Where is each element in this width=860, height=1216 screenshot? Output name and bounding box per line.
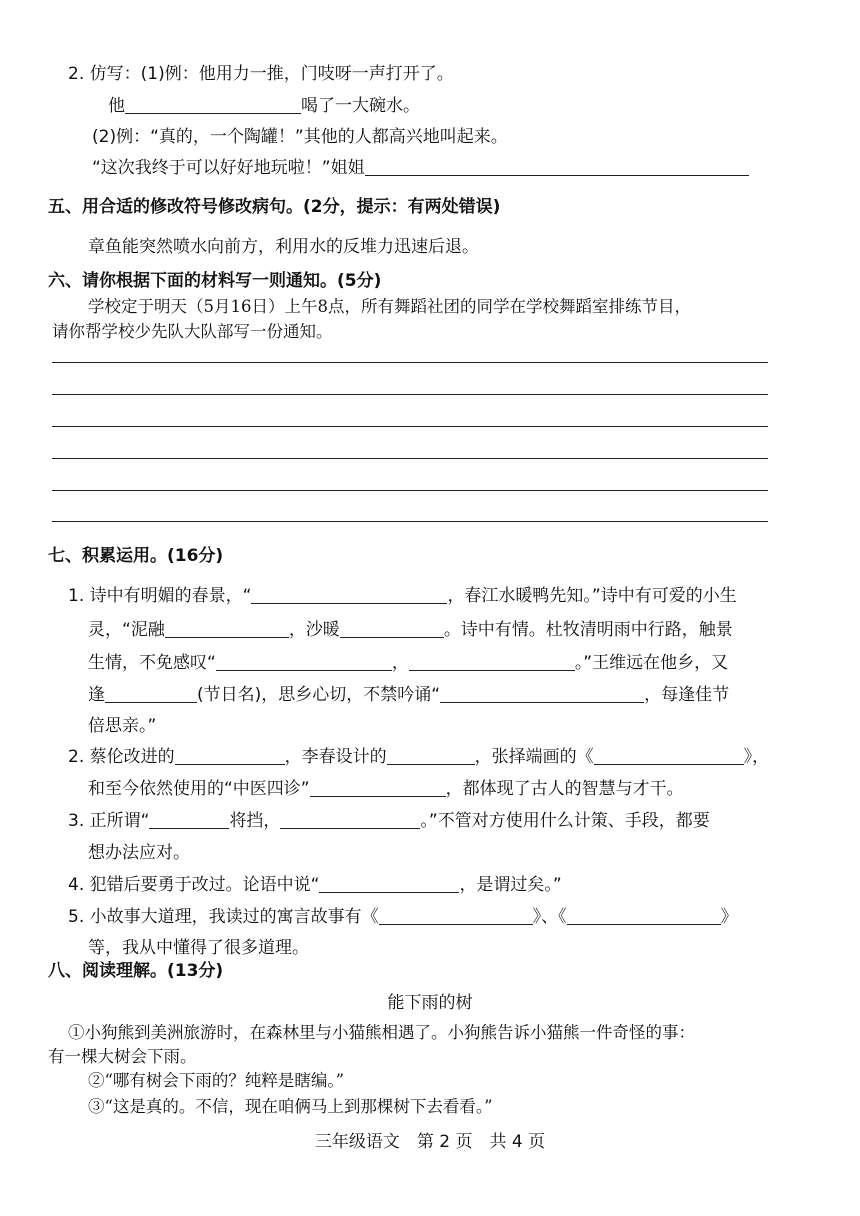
writing-line[interactable] xyxy=(52,458,768,459)
text: 3. 正所谓“ xyxy=(68,811,150,831)
story-title: 能下雨的树 xyxy=(387,993,473,1013)
page-footer: 三年级语文 第 2 页 共 4 页 xyxy=(314,1132,546,1152)
q7-title: 七、积累运用。(16分) xyxy=(48,546,224,566)
text: 将挡， xyxy=(229,811,281,831)
text: 4. 犯错后要勇于改过。论语中说“ xyxy=(68,875,320,895)
writing-line[interactable] xyxy=(52,490,768,491)
q7-item3-line2: 想办法应对。 xyxy=(88,843,190,863)
q4-item2-b: (2)例：“真的，一个陶罐！”其他的人都高兴地叫起来。 xyxy=(92,127,508,147)
text: 2. 蔡伦改进的 xyxy=(68,747,175,767)
q7-item2-line2 xyxy=(88,778,684,800)
answer-blank[interactable] xyxy=(251,585,447,604)
text: 逢 xyxy=(88,685,105,705)
writing-line[interactable] xyxy=(52,521,768,522)
q7-item5-line2: 等，我从中懂得了很多道理。 xyxy=(88,938,309,958)
answer-blank[interactable] xyxy=(594,746,744,765)
text: 生情，不免感叹“ xyxy=(88,653,216,673)
story-paragraph-2: ②“哪有树会下雨的？纯粹是瞎编。” xyxy=(88,1071,345,1090)
answer-blank[interactable] xyxy=(340,619,444,638)
story-paragraph-1-line2: 有一棵大树会下雨。 xyxy=(48,1047,197,1066)
q4-item2-a-pre: 他 xyxy=(108,96,125,116)
q7-item4 xyxy=(68,874,562,896)
answer-blank[interactable] xyxy=(175,746,285,765)
text: 和至今依然使用的“中医四诊” xyxy=(88,779,310,799)
q7-item2-line1 xyxy=(68,746,769,768)
q7-item1-line4 xyxy=(88,684,729,706)
q5-title: 五、用合适的修改符号修改病句。(2分，提示：有两处错误) xyxy=(48,197,501,217)
answer-blank[interactable] xyxy=(310,778,446,797)
q6-title: 六、请你根据下面的材料写一则通知。(5分) xyxy=(48,271,382,291)
writing-line[interactable] xyxy=(52,394,768,395)
answer-blank[interactable] xyxy=(319,874,459,893)
answer-blank[interactable] xyxy=(105,684,197,703)
text: 》、《 xyxy=(532,907,567,927)
q7-item3-line1 xyxy=(68,810,710,832)
answer-blank[interactable] xyxy=(567,906,721,925)
q4-item2-a-post: 喝了一大碗水。 xyxy=(301,96,420,116)
text: ，沙暖 xyxy=(288,620,340,640)
text: ，都体现了古人的智慧与才干。 xyxy=(445,779,684,799)
q5-sentence: 章鱼能突然喷水向前方，利用水的反堆力迅速后退。 xyxy=(88,237,479,257)
story-paragraph-3: ③“这是真的。不信，现在咱俩马上到那棵树下去看看。” xyxy=(88,1097,493,1116)
q6-material-line1: 学校定于明天（5月16日）上午8点，所有舞蹈社团的同学在学校舞蹈室排练节目， xyxy=(88,297,691,316)
answer-blank[interactable] xyxy=(125,95,301,114)
text: 5. 小故事大道理，我读过的寓言故事有《 xyxy=(68,907,379,927)
q7-item1-line5: 倍思亲。” xyxy=(88,716,157,736)
text: 》， xyxy=(743,747,770,767)
text: ，李春设计的 xyxy=(284,747,387,767)
answer-blank[interactable] xyxy=(216,652,392,671)
text: 。”不管对方使用什么计策、手段，都要 xyxy=(420,811,710,831)
text: 。诗中有情。杜牧清明雨中行路，触景 xyxy=(443,620,733,640)
q7-item1-line3 xyxy=(88,652,728,674)
q6-material-line2: 请你帮学校少先队大队部写一份通知。 xyxy=(52,322,333,341)
answer-blank[interactable] xyxy=(379,906,533,925)
story-paragraph-1-line1: ①小狗熊到美洲旅游时，在森林里与小猫熊相遇了。小狗熊告诉小猫熊一件奇怪的事： xyxy=(68,1023,695,1042)
answer-blank[interactable] xyxy=(280,810,420,829)
answer-blank[interactable] xyxy=(165,619,289,638)
q7-item5-line1 xyxy=(68,906,738,928)
answer-blank[interactable] xyxy=(149,810,229,829)
answer-blank[interactable] xyxy=(365,157,749,176)
text: ，每逢佳节 xyxy=(644,685,730,705)
text: ，张择端画的《 xyxy=(474,747,594,767)
q8-title: 八、阅读理解。(13分) xyxy=(48,961,224,981)
writing-line[interactable] xyxy=(52,362,768,363)
q7-item1-line1 xyxy=(68,585,737,607)
text: 灵，“泥融 xyxy=(88,620,165,640)
q4-item2-c xyxy=(92,157,749,179)
text: ， xyxy=(391,653,409,673)
text: 1. 诗中有明媚的春景，“ xyxy=(68,586,252,606)
answer-blank[interactable] xyxy=(409,652,575,671)
writing-line[interactable] xyxy=(52,426,768,427)
text: (节日名)，思乡心切，不禁吟诵“ xyxy=(197,685,441,705)
q4-item2-heading: 2. 仿写：(1)例：他用力一推，门吱呀一声打开了。 xyxy=(68,64,454,84)
answer-blank[interactable] xyxy=(387,746,475,765)
q7-item1-line2 xyxy=(88,619,733,641)
answer-blank[interactable] xyxy=(440,684,644,703)
q4-item2-a xyxy=(108,95,420,117)
text: 。”王维远在他乡，又 xyxy=(574,653,729,673)
text: 》 xyxy=(720,907,738,927)
text: ，是谓过矣。” xyxy=(459,875,562,895)
text: ，春江水暖鸭先知。”诗中有可爱的小生 xyxy=(447,586,737,606)
q4-item2-c-pre: “这次我终于可以好好地玩啦！”姐姐 xyxy=(92,158,365,178)
